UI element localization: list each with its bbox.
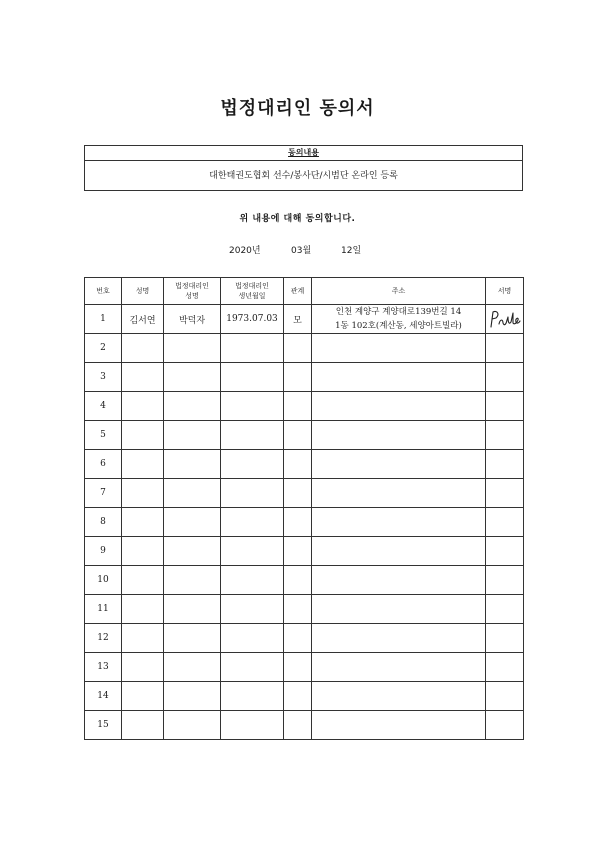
row-signature: [486, 624, 524, 653]
row-guardian-name: [164, 653, 221, 682]
header-address: 주소: [312, 278, 486, 305]
consent-header: [85, 146, 522, 161]
row-address: [312, 537, 486, 566]
row-signature: [486, 711, 524, 740]
header-guardian-name: [164, 278, 221, 305]
row-name: [122, 682, 164, 711]
table-row: [85, 392, 524, 421]
row-no: 13: [85, 653, 122, 682]
row-guardian-birth: [221, 334, 284, 363]
row-address: [312, 305, 486, 334]
table-row: [85, 334, 524, 363]
row-name: [122, 508, 164, 537]
row-relation: [284, 450, 312, 479]
row-name: [122, 479, 164, 508]
row-relation: [284, 711, 312, 740]
row-no: 11: [85, 595, 122, 624]
row-relation: [284, 363, 312, 392]
header-name: 성명: [122, 278, 164, 305]
row-no: 6: [85, 450, 122, 479]
header-no: 번호: [85, 278, 122, 305]
row-name: [122, 595, 164, 624]
row-address-line1: 인천 계양구 계양대로139번길 14: [335, 307, 462, 317]
header-guardian-name-line1: 법정대리인: [175, 282, 209, 290]
row-relation: [284, 595, 312, 624]
header-relation: 관계: [284, 278, 312, 305]
row-no: 7: [85, 479, 122, 508]
agreement-statement: 위 내용에 대해 동의합니다.: [239, 214, 356, 224]
row-guardian-name: [164, 363, 221, 392]
row-address-line2: 1동 102호(계산동, 세양아트빌라): [335, 321, 462, 331]
row-no: 12: [85, 624, 122, 653]
row-signature: [486, 537, 524, 566]
row-relation: [284, 653, 312, 682]
row-no: 3: [85, 363, 122, 392]
row-guardian-name: [164, 682, 221, 711]
table-row: [85, 305, 524, 334]
row-guardian-name: [164, 595, 221, 624]
row-no: 2: [85, 334, 122, 363]
row-address: [312, 682, 486, 711]
consent-content: 대한태권도협회 선수/봉사단/시범단 온라인 등록: [209, 171, 398, 181]
row-address: [312, 508, 486, 537]
row-guardian-birth: [221, 595, 284, 624]
row-no: 1: [85, 305, 122, 334]
row-name: [122, 653, 164, 682]
table-row: [85, 479, 524, 508]
row-guardian-birth: [221, 450, 284, 479]
row-name: 김서연: [122, 305, 164, 334]
row-guardian-name: [164, 711, 221, 740]
row-name: [122, 537, 164, 566]
row-signature: [486, 682, 524, 711]
header-guardian-birth-line1: 법정대리인: [235, 282, 269, 290]
table-row: [85, 595, 524, 624]
table-row: [85, 508, 524, 537]
row-guardian-birth: [221, 363, 284, 392]
row-guardian-name: [164, 508, 221, 537]
date-month: 03월: [291, 246, 312, 256]
row-name: [122, 711, 164, 740]
row-no: 14: [85, 682, 122, 711]
row-address: [312, 334, 486, 363]
row-no: 15: [85, 711, 122, 740]
table-row: [85, 624, 524, 653]
row-name: [122, 334, 164, 363]
row-guardian-name: [164, 421, 221, 450]
row-guardian-birth: [221, 624, 284, 653]
consent-header-label: 동의내용: [288, 148, 319, 157]
table-row: [85, 566, 524, 595]
row-relation: [284, 479, 312, 508]
row-relation: [284, 392, 312, 421]
header-guardian-name-line2: 성명: [185, 292, 199, 300]
row-guardian-birth: [221, 508, 284, 537]
row-guardian-name: [164, 450, 221, 479]
row-name: [122, 363, 164, 392]
table-row: [85, 682, 524, 711]
row-address: [312, 711, 486, 740]
handwritten-signature-icon: [488, 308, 522, 330]
row-guardian-birth: 1973.07.03: [221, 305, 284, 334]
row-signature: [486, 450, 524, 479]
row-relation: [284, 537, 312, 566]
table-row: [85, 421, 524, 450]
row-signature: [486, 566, 524, 595]
row-guardian-name: [164, 537, 221, 566]
table-row: [85, 537, 524, 566]
row-address: [312, 421, 486, 450]
table-row: [85, 711, 524, 740]
row-address: [312, 392, 486, 421]
row-address: [312, 479, 486, 508]
row-signature: [486, 653, 524, 682]
consent-box: [84, 145, 523, 191]
row-guardian-name: [164, 566, 221, 595]
date-day: 12일: [341, 246, 362, 256]
row-signature: [486, 363, 524, 392]
row-signature: [486, 334, 524, 363]
row-relation: 모: [284, 305, 312, 334]
row-no: 4: [85, 392, 122, 421]
row-signature: [486, 305, 524, 334]
row-name: [122, 392, 164, 421]
row-address: [312, 450, 486, 479]
row-address: [312, 566, 486, 595]
row-relation: [284, 508, 312, 537]
table-row: [85, 450, 524, 479]
table-header-row: [85, 278, 524, 305]
row-address: [312, 595, 486, 624]
row-guardian-birth: [221, 711, 284, 740]
row-signature: [486, 508, 524, 537]
row-guardian-birth: [221, 421, 284, 450]
row-guardian-name: [164, 392, 221, 421]
table-row: [85, 363, 524, 392]
row-signature: [486, 595, 524, 624]
row-guardian-birth: [221, 653, 284, 682]
consent-roster-table: [84, 277, 524, 740]
row-signature: [486, 479, 524, 508]
row-relation: [284, 334, 312, 363]
row-no: 10: [85, 566, 122, 595]
row-relation: [284, 682, 312, 711]
row-no: 5: [85, 421, 122, 450]
row-guardian-birth: [221, 537, 284, 566]
row-signature: [486, 421, 524, 450]
header-guardian-birth-line2: 생년월일: [238, 292, 266, 300]
row-signature: [486, 392, 524, 421]
header-signature: 서명: [486, 278, 524, 305]
document-title: 법정대리인 동의서: [220, 98, 375, 119]
date-year: 2020년: [229, 246, 261, 256]
table-row: [85, 653, 524, 682]
row-relation: [284, 624, 312, 653]
row-guardian-birth: [221, 479, 284, 508]
row-name: [122, 566, 164, 595]
row-guardian-name: [164, 479, 221, 508]
row-guardian-birth: [221, 392, 284, 421]
row-relation: [284, 566, 312, 595]
row-guardian-name: [164, 624, 221, 653]
row-address: [312, 363, 486, 392]
row-name: [122, 624, 164, 653]
header-guardian-birth: [221, 278, 284, 305]
row-address: [312, 653, 486, 682]
row-relation: [284, 421, 312, 450]
row-guardian-birth: [221, 566, 284, 595]
row-no: 8: [85, 508, 122, 537]
row-no: 9: [85, 537, 122, 566]
row-address: [312, 624, 486, 653]
row-name: [122, 450, 164, 479]
row-name: [122, 421, 164, 450]
row-guardian-birth: [221, 682, 284, 711]
row-guardian-name: [164, 334, 221, 363]
row-guardian-name: 박덕자: [164, 305, 221, 334]
